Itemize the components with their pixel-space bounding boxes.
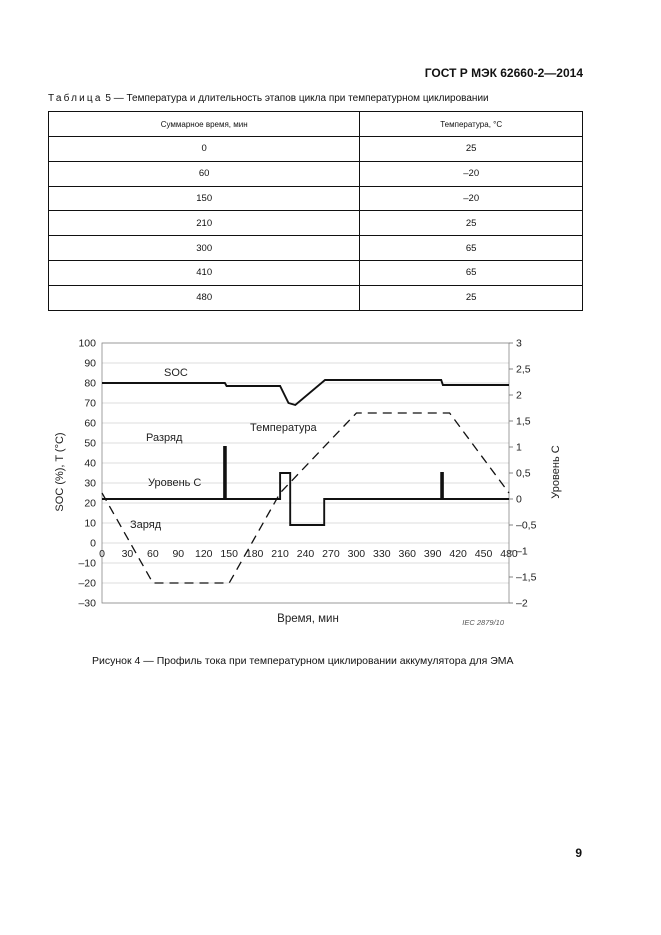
x-tick-label: 0 [99,548,105,560]
table-row [49,186,583,211]
x-tick-label: 60 [147,548,159,560]
cell-temperature: 25 [360,285,583,310]
table-row [49,236,583,261]
y-left-tick-label: –20 [78,577,96,590]
charge-label: Заряд [130,519,162,531]
y-left-tick-label: 60 [84,417,96,430]
cell-temperature: 25 [360,137,583,162]
y-left-tick-label: 50 [84,437,96,450]
y-right-tick-label: 3 [516,337,522,350]
table-row [49,211,583,236]
x-tick-label: 480 [500,548,518,560]
x-tick-label: 120 [194,548,213,560]
x-axis-title: Время, мин [277,613,339,625]
x-tick-label: 90 [172,548,185,560]
y-right-tick-label: 0,5 [516,467,531,480]
cell-temperature: –20 [360,161,583,186]
cell-time: 300 [49,236,360,261]
x-tick-label: 450 [474,548,493,560]
x-tick-label: 330 [373,548,391,560]
cell-temperature: 65 [360,236,583,261]
table-row [49,161,583,186]
x-tick-label: 210 [271,548,289,560]
y-right-tick-label: 1 [516,441,522,454]
x-tick-label: 420 [449,548,467,560]
x-tick-label: 240 [296,548,315,560]
y-left-tick-label: 20 [84,497,96,510]
table-header-row [49,112,583,137]
cell-time: 60 [49,161,360,186]
cell-time: 410 [49,260,360,285]
cell-time: 480 [49,285,360,310]
y-right-tick-label: 0 [516,493,522,506]
y-right-tick-label: –0,5 [516,519,537,532]
y-left-tick-label: –30 [78,597,96,610]
discharge-label: Разряд [146,432,183,444]
x-tick-label: 360 [398,548,417,560]
y-right-tick-label: –1,5 [516,571,537,584]
column-header-temperature: Температура, °C [360,112,583,137]
y-left-tick-label: 80 [84,377,96,390]
y-right-tick-label: –1 [516,545,528,558]
x-tick-label: 150 [220,548,238,560]
y-left-tick-label: 90 [84,357,96,370]
cell-time: 210 [49,211,360,236]
y-left-tick-label: –10 [78,557,96,570]
figure-caption: Рисунок 4 — Профиль тока при температурном циклировании аккумулятора для ЭМА [92,655,514,667]
soc-line [102,380,509,405]
y-right-tick-label: –2 [516,597,528,610]
cell-temperature: –20 [360,186,583,211]
table-row [49,260,583,285]
y-right-axis-title: Уровень C [550,445,562,499]
x-tick-label: 300 [347,548,366,560]
soc-label: SOC [164,367,188,379]
x-tick-label: 390 [423,548,442,560]
cell-time: 0 [49,137,360,162]
y-left-tick-label: 70 [84,397,96,410]
y-left-tick-label: 10 [84,517,96,530]
c-level-label: Уровень C [148,477,202,489]
page-number: 9 [575,846,582,860]
cell-temperature: 65 [360,260,583,285]
table-caption-label: Таблица [48,93,103,104]
y-right-tick-label: 2,5 [516,363,531,376]
column-header-time: Суммарное время, мин [49,112,360,137]
table-row [49,285,583,310]
y-left-tick-label: 0 [90,537,96,550]
standard-code: ГОСТ Р МЭК 62660-2—2014 [424,66,583,80]
x-tick-label: 180 [245,548,264,560]
y-right-tick-label: 2 [516,389,522,402]
y-left-tick-label: 100 [78,337,96,350]
x-tick-label: 270 [322,548,340,560]
y-left-tick-label: 40 [84,457,96,470]
source-label: IEC 2879/10 [462,618,504,627]
cell-time: 150 [49,186,360,211]
table-row [49,137,583,162]
y-left-tick-label: 30 [84,477,96,490]
data-table [48,111,583,311]
temperature-label: Температура [250,422,317,434]
table-caption-text: 5 — Температура и длительность этапов цикла при температурном циклировании [102,93,489,104]
table-caption [48,93,489,104]
y-left-axis-title: SOC (%), T (°C) [54,432,66,512]
cell-temperature: 25 [360,211,583,236]
cycling-profile-chart [54,334,573,634]
y-right-tick-label: 1,5 [516,415,531,428]
plot-frame [102,343,509,603]
x-tick-label: 30 [121,548,134,560]
